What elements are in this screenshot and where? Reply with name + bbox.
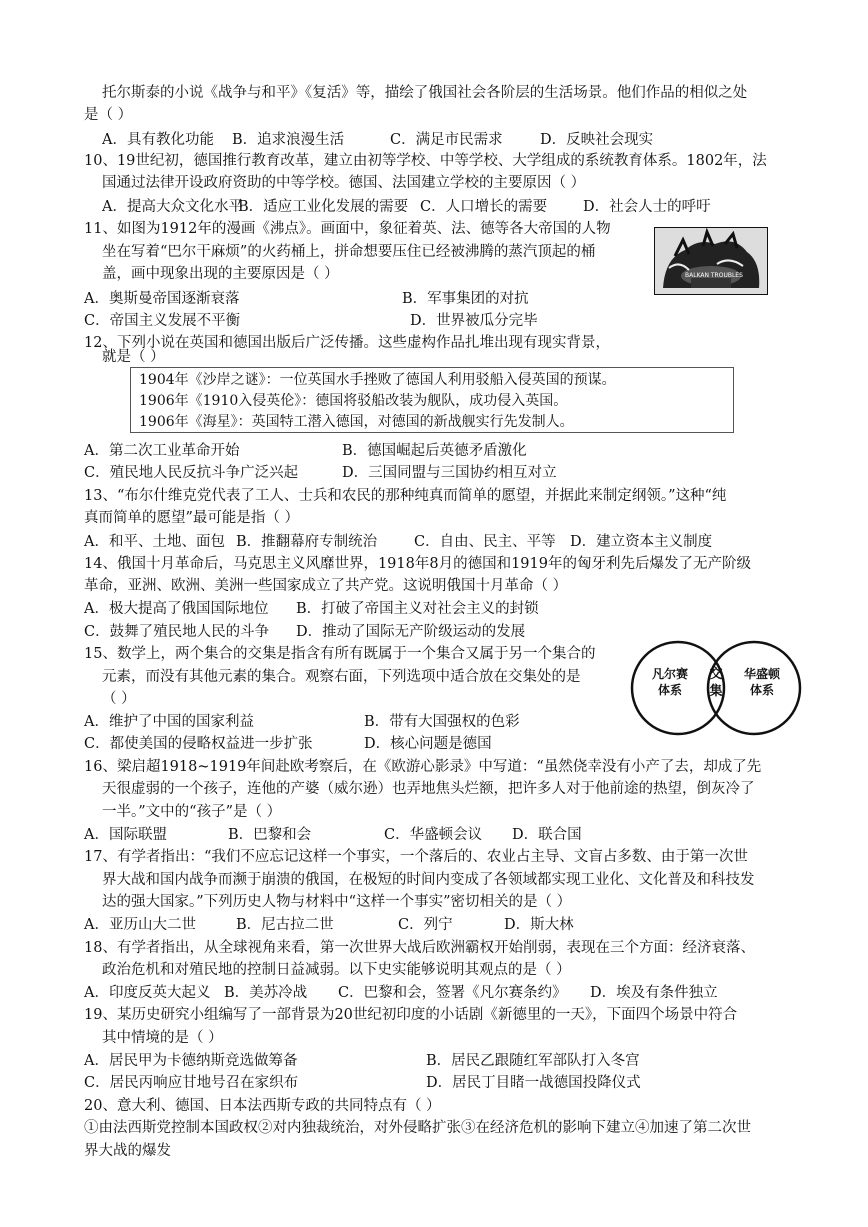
q10-stem-line2: 国通过法律开设政府资助的中等学校。德国、法国建立学校的主要原因（ ） <box>102 175 586 191</box>
q19-option-b[interactable]: B．居民乙跟随红军部队打入冬宫 <box>426 1053 640 1069</box>
venn-right-line2: 体系 <box>749 683 774 697</box>
venn-diagram <box>626 638 806 746</box>
q16-stem-line1: 16、梁启超1918~1919年间赴欧考察后，在《欧游心影录》中写道：“虽然侥幸没有小产了去，却成了先 <box>84 759 762 775</box>
q9-option-d[interactable]: D．反映社会现实 <box>540 132 654 148</box>
q18-option-b[interactable]: B．美苏冷战 <box>224 985 308 1001</box>
q10-option-c[interactable]: C．人口增长的需要 <box>420 199 548 215</box>
venn-right-line1: 华盛顿 <box>743 667 780 681</box>
q16-option-d[interactable]: D．联合国 <box>512 827 582 843</box>
q19-option-c[interactable]: C．居民丙响应甘地号召在家织布 <box>84 1075 299 1091</box>
q10-option-d[interactable]: D．社会人士的呼吁 <box>583 199 711 215</box>
q10-option-a[interactable]: A．提高大众文化水平 <box>102 199 243 215</box>
venn-left-line2: 体系 <box>657 683 682 697</box>
q9-stem-line2: 是（ ） <box>84 107 133 123</box>
boiling-point-cartoon-image <box>654 227 768 295</box>
q12-option-b[interactable]: B．德国崛起后英德矛盾激化 <box>342 443 527 459</box>
q18-option-a[interactable]: A．印度反英大起义 <box>84 985 211 1001</box>
q20-stem-line1: 20、意大利、德国、日本法西斯专政的共同特点有（ ） <box>84 1098 441 1114</box>
q13-option-b[interactable]: B．推翻幕府专制统治 <box>236 534 378 550</box>
q19-stem-line2: 其中情境的是（ ） <box>102 1030 223 1046</box>
venn-right-label <box>730 666 794 698</box>
q11-option-b[interactable]: B．军事集团的对抗 <box>402 291 529 307</box>
q11-option-a[interactable]: A．奥斯曼帝国逐渐衰落 <box>84 291 240 307</box>
q18-stem-line1: 18、有学者指出，从全球视角来看，第一次世界大战后欧洲霸权开始削弱，表现在三个方面：经济衰落、 <box>84 940 755 956</box>
q18-option-c[interactable]: C．巴黎和会，签署《凡尔赛条约》 <box>338 985 567 1001</box>
q10-option-b[interactable]: B．适应工业化发展的需要 <box>238 199 409 215</box>
venn-left-label <box>638 666 702 698</box>
q20-stem-line3: 界大战的爆发 <box>84 1143 171 1159</box>
q13-option-d[interactable]: D．建立资本主义制度 <box>570 534 713 550</box>
q19-option-d[interactable]: D．居民丁目睹一战德国投降仪式 <box>426 1075 641 1091</box>
q15-option-c[interactable]: C．都使美国的侵略权益进一步扩张 <box>84 736 313 752</box>
q14-stem-line2: 革命，亚洲、欧洲、美洲一些国家成立了共产党。这说明俄国十月革命（ ） <box>84 578 568 594</box>
q16-stem-line2: 天很虚弱的一个孩子，连他的产婆（威尔逊）也弄地焦头烂额，把许多人对于他前途的热望，倒灰冷了 <box>102 781 755 797</box>
q9-option-c[interactable]: C．满足市民需求 <box>390 132 503 148</box>
q13-stem-line1: 13、“布尔什维克党代表了工人、士兵和农民的那种纯真而简单的愿望，并据此来制定纲领。”这种“纯 <box>84 488 727 504</box>
q17-option-b[interactable]: B．尼古拉二世 <box>236 917 334 933</box>
q16-option-b[interactable]: B．巴黎和会 <box>228 827 312 843</box>
material-line-1: 1904年《沙岸之谜》：一位英国水手挫败了德国人利用驳船入侵英国的预谋。 <box>139 372 616 388</box>
q11-option-c[interactable]: C．帝国主义发展不平衡 <box>84 313 241 329</box>
q12-stem-line2: 就是（ ） <box>102 349 165 365</box>
q9-option-b[interactable]: B．追求浪漫生活 <box>232 132 345 148</box>
venn-center-line2: 集 <box>709 684 723 699</box>
q20-stem-line2: ①由法西斯党控制本国政权②对内独裁统治，对外侵略扩张③在经济危机的影响下建立④加速了第二次世 <box>84 1120 751 1136</box>
q14-option-c[interactable]: C．鼓舞了殖民地人民的斗争 <box>84 624 270 640</box>
q11-stem-line3: 盖，画中现象出现的主要原因是（ ） <box>102 266 339 282</box>
cartoon-caption: BALKAN TROUBLES <box>685 272 743 279</box>
q14-option-d[interactable]: D．推动了国际无产阶级运动的发展 <box>296 624 526 640</box>
q15-stem-line3: （ ） <box>102 691 136 707</box>
q15-option-a[interactable]: A．维护了中国的国家利益 <box>84 714 254 730</box>
q12-option-a[interactable]: A．第二次工业革命开始 <box>84 443 240 459</box>
q17-option-d[interactable]: D．斯大林 <box>504 917 574 933</box>
q19-stem-line1: 19、某历史研究小组编写了一部背景为20世纪初印度的小话剧《新德里的一天》，下面四个场景中符合 <box>84 1007 738 1023</box>
q13-option-a[interactable]: A．和平、土地、面包 <box>84 534 225 550</box>
q9-option-a[interactable]: A．具有教化功能 <box>102 132 214 148</box>
q12-option-d[interactable]: D．三国同盟与三国协约相互对立 <box>342 465 557 481</box>
q11-stem-line2: 坐在写着“巴尔干麻烦”的火药桶上，拼命想要压住已经被沸腾的蒸汽顶起的桶 <box>102 244 596 260</box>
q10-stem-line1: 10、19世纪初，德国推行教育改革，建立由初等学校、中等学校、大学组成的系统教育体系。1802年，法 <box>84 153 767 169</box>
q17-option-c[interactable]: C．列宁 <box>398 917 453 933</box>
cartoon-illustration <box>655 228 767 294</box>
q12-stem-line1: 12、下列小说在英国和德国出版后广泛传播。这些虚构作品扎堆出现有现实背景， <box>84 335 610 351</box>
q13-option-c[interactable]: C．自由、民主、平等 <box>414 534 556 550</box>
q14-option-b[interactable]: B．打破了帝国主义对社会主义的封锁 <box>296 601 539 617</box>
q18-option-d[interactable]: D．埃及有条件独立 <box>590 985 718 1001</box>
q11-option-d[interactable]: D．世界被瓜分完毕 <box>410 313 538 329</box>
q12-option-c[interactable]: C．殖民地人民反抗斗争广泛兴起 <box>84 465 299 481</box>
q17-stem-line3: 达的强大国家。”下列历史人物与材料中“这样一个事实”密切相关的是（ ） <box>102 894 572 910</box>
q17-option-a[interactable]: A．亚历山大二世 <box>84 917 196 933</box>
q9-stem-line1: 托尔斯泰的小说《战争与和平》《复活》等，描绘了俄国社会各阶层的生活场景。他们作品的相似之处 <box>102 85 748 101</box>
q15-stem-line1: 15、数学上，两个集合的交集是指含有所有既属于一个集合又属于另一个集合的 <box>84 646 596 662</box>
q16-stem-line3: 一半。”文中的“孩子”是（ ） <box>102 804 282 820</box>
q17-stem-line1: 17、有学者指出：“我们不应忘记这样一个事实，一个落后的、农业占主导、文盲占多数、由于第一次世 <box>84 849 748 865</box>
q12-material-box <box>130 367 734 433</box>
q11-stem-line1: 11、如图为1912年的漫画《沸点》。画面中，象征着英、法、德等各大帝国的人物 <box>84 221 611 237</box>
q13-stem-line2: 真而简单的愿望”最可能是指（ ） <box>84 510 300 526</box>
q15-option-b[interactable]: B．带有大国强权的色彩 <box>364 714 520 730</box>
q19-option-a[interactable]: A．居民甲为卡德纳斯竞选做筹备 <box>84 1053 298 1069</box>
venn-center-line1: 交 <box>709 667 723 682</box>
q16-option-c[interactable]: C．华盛顿会议 <box>384 827 483 843</box>
q18-stem-line2: 政治危机和对殖民地的控制日益减弱。以下史实能够说明其观点的是（ ） <box>102 962 571 978</box>
venn-center-label <box>706 666 726 700</box>
q14-stem-line1: 14、俄国十月革命后，马克思主义风靡世界，1918年8月的德国和1919年的匈牙利先后爆发了无产阶级 <box>84 556 751 572</box>
q16-option-a[interactable]: A．国际联盟 <box>84 827 167 843</box>
q15-stem-line2: 元素，而没有其他元素的集合。观察右面，下列选项中适合放在交集处的是 <box>102 669 581 685</box>
material-line-3: 1906年《海星》：英国特工潜入德国，对德国的新战舰实行先发制人。 <box>139 414 574 430</box>
material-line-2: 1906年《1910入侵英伦》：德国将驳船改装为舰队，成功侵入英国。 <box>139 393 568 409</box>
q14-option-a[interactable]: A．极大提高了俄国国际地位 <box>84 601 269 617</box>
q15-option-d[interactable]: D．核心问题是德国 <box>364 736 492 752</box>
venn-left-line1: 凡尔赛 <box>651 667 688 681</box>
q17-stem-line2: 界大战和国内战争而濒于崩溃的俄国，在极短的时间内变成了各领域都实现工业化、文化普及和科技发 <box>102 872 755 888</box>
